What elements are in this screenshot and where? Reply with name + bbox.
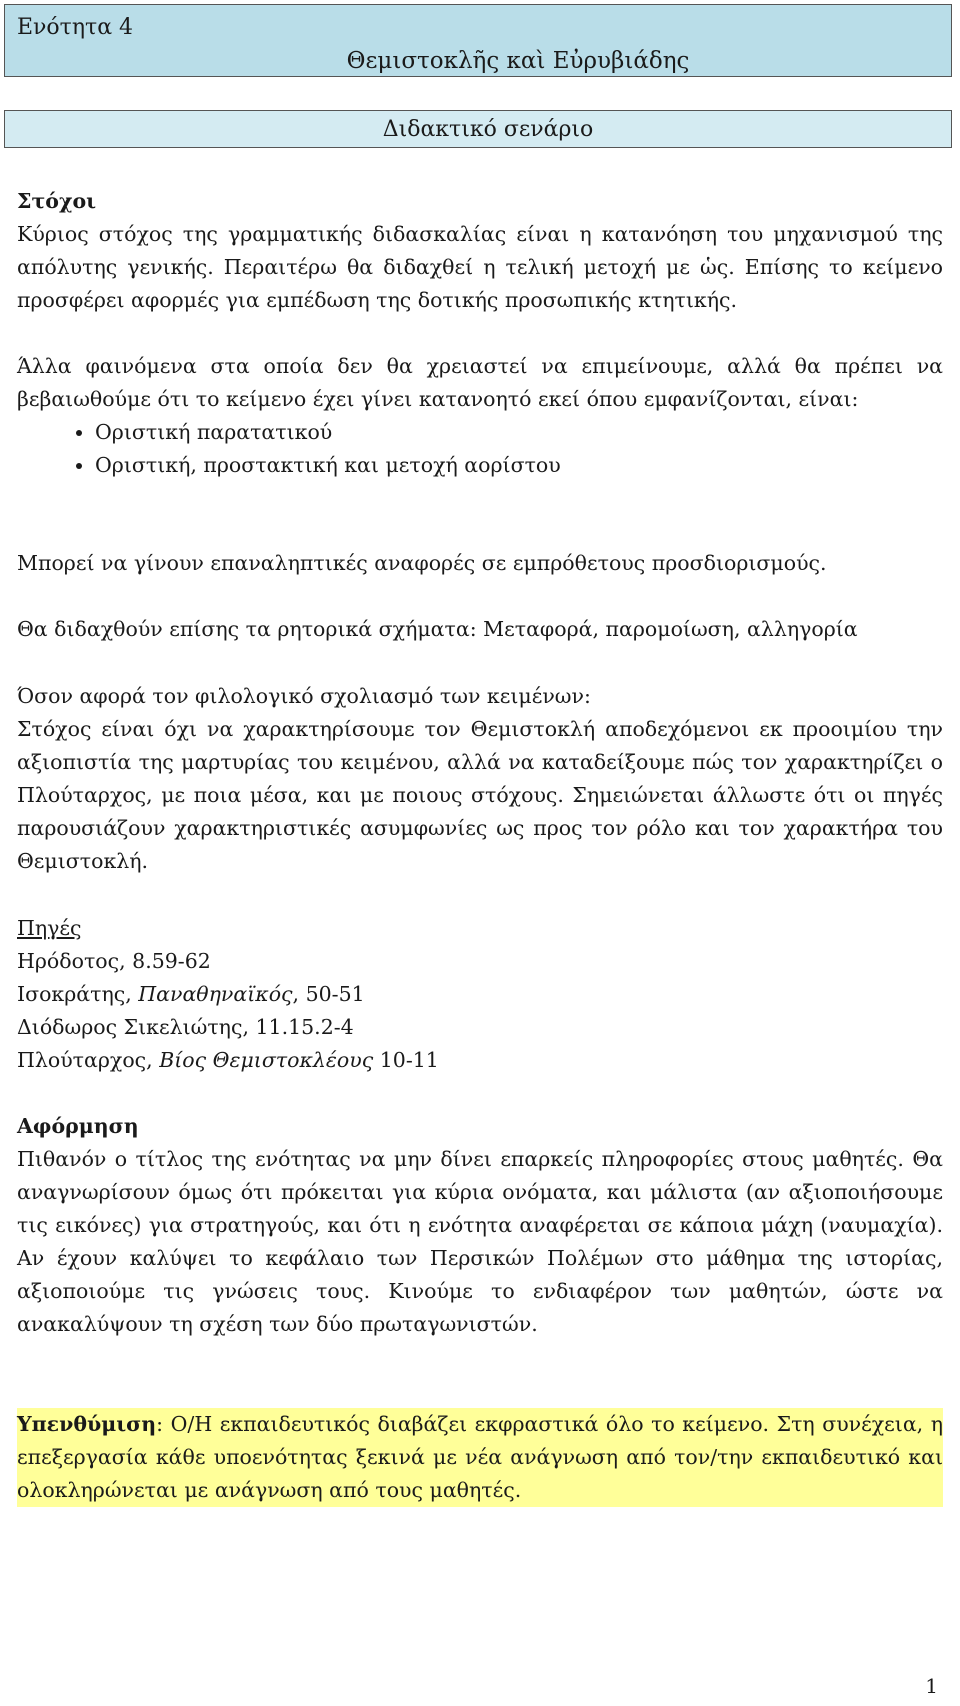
list-item: • Οριστική, προστακτική και μετοχή αορίστου bbox=[95, 449, 943, 482]
phenomena-section bbox=[17, 350, 943, 482]
source-ref: 10-11 bbox=[373, 1048, 439, 1072]
source-item bbox=[17, 978, 943, 1011]
source-ref: , 50-51 bbox=[292, 982, 365, 1006]
rhetoric-paragraph: Θα διδαχθούν επίσης τα ρητορικά σχήματα: Μεταφορά, παρομοίωση, αλληγορία bbox=[17, 617, 858, 641]
rhetoric-paragraph-block bbox=[17, 613, 943, 646]
unit-header-box bbox=[4, 4, 952, 77]
goals-heading: Στόχοι bbox=[17, 189, 97, 213]
phenomena-paragraph: Άλλα φαινόμενα στα οποία δεν θα χρειαστεί να επιμείνουμε, αλλά θα πρέπει να βεβαιωθούμε ότι το κείμενο έχει γίνει κατανοητό εκεί όπου εμφανίζονται, είναι: bbox=[17, 354, 943, 411]
reminder-label: Υπενθύμιση bbox=[17, 1412, 157, 1436]
source-item bbox=[17, 945, 943, 978]
phenomena-list bbox=[17, 416, 943, 482]
source-item bbox=[17, 1044, 943, 1077]
goals-section bbox=[17, 185, 943, 317]
source-work: Παναθηναϊκός bbox=[138, 982, 293, 1006]
source-work: Βίος Θεμιστοκλέους bbox=[159, 1048, 374, 1072]
source-author: Πλούταρχος, bbox=[17, 1048, 160, 1072]
unit-label: Ενότητα 4 bbox=[17, 15, 134, 40]
source-item bbox=[17, 1011, 943, 1044]
page-number: 1 bbox=[925, 1674, 938, 1698]
commentary-section bbox=[17, 680, 943, 878]
commentary-intro: Όσον αφορά τον φιλολογικό σχολιασμό των κειμένων: bbox=[17, 684, 591, 708]
subtitle-box bbox=[4, 110, 952, 148]
motivation-paragraph: Πιθανόν ο τίτλος της ενότητας να μην δίνει επαρκείς πληροφορίες στους μαθητές. Θα αναγνωρίσουν όμως ότι πρόκειται για κύρια ονόματα, και μάλιστα (αν αξιοποιήσουμε τις εικόνες) για στρατηγούς, και ότι η ενότητα αναφέρεται σε κάποια μάχη (ναυμαχία). Αν έχουν καλύψει το κεφάλαιο των Περσικών Πολέμων στο μάθημα της ιστορίας, αξιοποιούμε τις γνώσεις τους. Κινούμε το ενδιαφέρον των μαθητών, ώστε να ανακαλύψουν τη σχέση των δύο πρωταγωνιστών. bbox=[17, 1147, 943, 1336]
unit-title: Θεμιστοκλῆς καὶ Εὐρυβιάδης bbox=[346, 48, 690, 74]
subtitle-text: Διδακτικό σενάριο bbox=[382, 117, 594, 142]
motivation-section bbox=[17, 1110, 943, 1341]
list-item: • Οριστική παρατατικού bbox=[95, 416, 943, 449]
reminder-section bbox=[17, 1408, 943, 1507]
source-author: Ηρόδοτος, bbox=[17, 949, 133, 973]
source-author: Ισοκράτης, bbox=[17, 982, 139, 1006]
source-ref: 11.15.2-4 bbox=[255, 1015, 354, 1039]
sources-heading: Πηγές bbox=[17, 916, 82, 940]
commentary-paragraph: Στόχος είναι όχι να χαρακτηρίσουμε τον Θεμιστοκλή αποδεχόμενοι εκ προοιμίου την αξιοπιστία της μαρτυρίας του κειμένου, αλλά να καταδείξουμε πώς τον χαρακτηρίζει ο Πλούταρχος, με ποια μέσα, και με ποιους στόχους. Σημειώνεται άλλωστε ότι οι πηγές παρουσιάζουν χαρακτηριστικές ασυμφωνίες ως προς τον ρόλο και τον χαρακτήρα του Θεμιστοκλή. bbox=[17, 717, 943, 873]
motivation-heading: Αφόρμηση bbox=[17, 1114, 139, 1138]
prepositional-paragraph-block bbox=[17, 547, 943, 580]
reminder-paragraph bbox=[17, 1408, 943, 1507]
goals-paragraph-1: Κύριος στόχος της γραμματικής διδασκαλίας είναι η κατανόηση του μηχανισμού της απόλυτης γενικής. Περαιτέρω θα διδαχθεί η τελική μετοχή με ὡς. Επίσης το κείμενο προσφέρει αφορμές για εμπέδωση της δοτικής προσωπικής κτητικής. bbox=[17, 222, 943, 312]
reminder-text: : Ο/Η εκπαιδευτικός διαβάζει εκφραστικά όλο το κείμενο. Στη συνέχεια, η επεξεργασία κάθε υποενότητας ξεκινά με νέα ανάγνωση από τον/την εκπαιδευτικό και ολοκληρώνεται με ανάγνωση από τους μαθητές. bbox=[17, 1412, 943, 1502]
sources-section bbox=[17, 912, 943, 1077]
source-ref: 8.59-62 bbox=[132, 949, 211, 973]
prepositional-paragraph: Μπορεί να γίνουν επαναληπτικές αναφορές σε εμπρόθετους προσδιορισμούς. bbox=[17, 551, 827, 575]
source-author: Διόδωρος Σικελιώτης, bbox=[17, 1015, 256, 1039]
